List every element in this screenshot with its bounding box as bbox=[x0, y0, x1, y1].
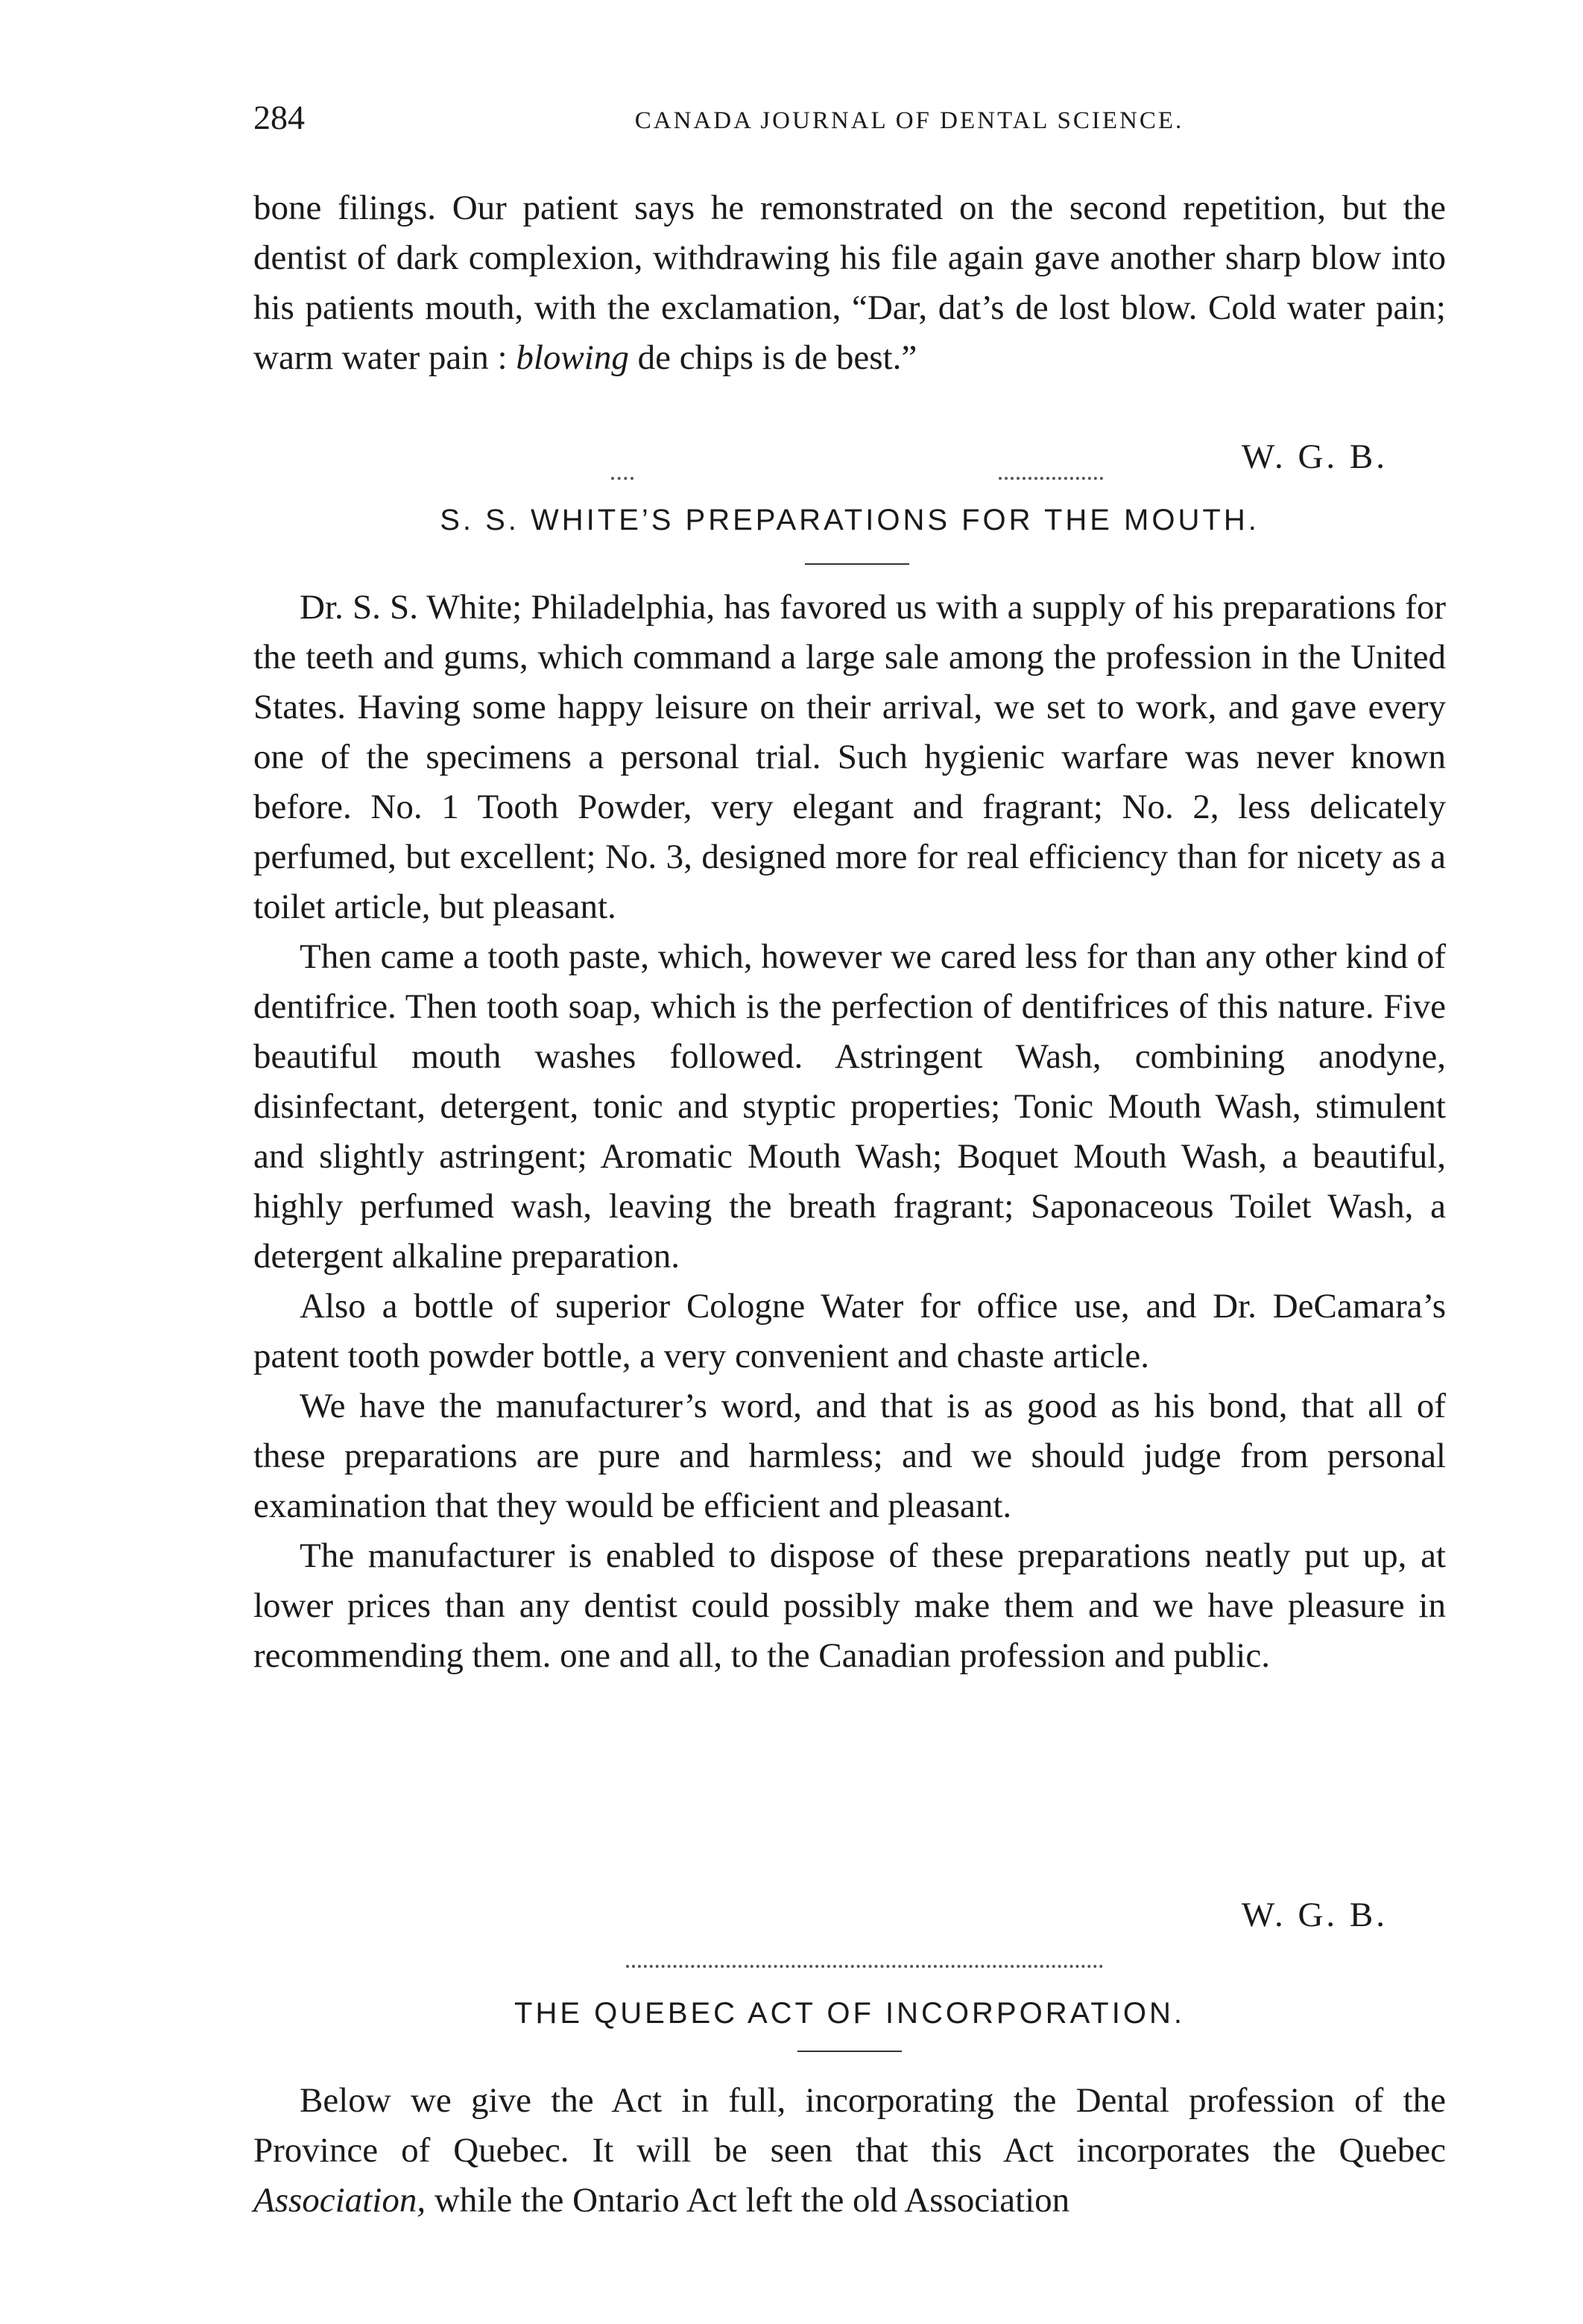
article-body-quebec-act bbox=[253, 2076, 1446, 2226]
quebec-text: Below we give the Act in full, incorporating the Dental profession of the Province of Quebec. It will be seen that this Act incorporates the Quebec bbox=[253, 2081, 1446, 2170]
paragraph: Then came a tooth paste, which, however we cared less for than any other kind of dentifrice. Then tooth soap, which is the perfection of dentifrices of this nature. Five beautiful mouth washes followed. Astringent Wash, combining anodyne, disinfectant, detergent, tonic and styptic properties; Tonic Mouth Wash, stimulent and slightly astringent; Aromatic Mouth Wash; Boquet Mouth Wash, a beautiful, highly perfumed wash, leaving the breath fragrant; Saponaceous Toilet Wash, a detergent alkaline preparation. bbox=[253, 937, 1446, 1276]
title-rule bbox=[805, 563, 909, 565]
quebec-emphasis: Association, bbox=[253, 2181, 426, 2220]
page-header bbox=[253, 95, 1446, 155]
paragraph: Dr. S. S. White; Philadelphia, has favored us with a supply of his preparations for the teeth and gums, which command a large sale among the profession in the United States. Having some happy leisure on their arrival, we set to work, and gave every one of the specimens a personal trial. Such hygienic warfare was never known before. No. 1 Tooth Powder, very elegant and fragrant; No. 2, less delicately perfumed, but excellent; No. 3, designed more for real efficiency than for nicety as a toilet article, but pleasant. bbox=[253, 588, 1446, 926]
article-title-preparations: S. S. WHITE’S PREPARATIONS FOR THE MOUTH. bbox=[440, 504, 1260, 536]
paragraph: Also a bottle of superior Cologne Water for office use, and Dr. DeCamara’s patent tooth powder bottle, a very convenient and chaste article. bbox=[253, 1287, 1446, 1375]
intro-paragraph bbox=[253, 183, 1446, 383]
article-signature: W. G. B. bbox=[1241, 1896, 1388, 1934]
title-rule bbox=[797, 2051, 902, 2052]
paragraph: We have the manufacturer’s word, and that is as good as his bond, that all of these preparations are pure and harmless; and we should judge from personal examination that they would be efficient and pleasant. bbox=[253, 1387, 1446, 1525]
article-body-preparations bbox=[253, 583, 1446, 1681]
page-number: 284 bbox=[253, 98, 305, 136]
intro-emphasis: blowing bbox=[516, 338, 629, 377]
intro-signature: W. G. B. bbox=[1241, 437, 1388, 476]
intro-text: bone filings. Our patient says he remonstrated on the second repetition, but the dentist of dark complexion, withdrawing his file again gave another sharp blow into his patients mouth, with the exclamation, “Dar, dat’s de lost blow. Cold water pain; warm water pain : bbox=[253, 189, 1446, 377]
article-title-quebec-act: THE QUEBEC ACT OF INCORPORATION. bbox=[514, 1997, 1185, 2030]
section-divider bbox=[611, 477, 633, 480]
section-divider bbox=[626, 1965, 1103, 1968]
intro-text-end: de chips is de best.” bbox=[628, 338, 917, 377]
running-title: CANADA JOURNAL OF DENTAL SCIENCE. bbox=[634, 107, 1184, 134]
quebec-text-end: while the Ontario Act left the old Association bbox=[426, 2181, 1070, 2220]
paragraph: The manufacturer is enabled to dispose of these preparations neatly put up, at lower prices than any dentist could possibly make them and we have pleasure in recommending them. one and all, to the Canadian profession and public. bbox=[253, 1536, 1446, 1675]
section-divider bbox=[999, 477, 1103, 480]
